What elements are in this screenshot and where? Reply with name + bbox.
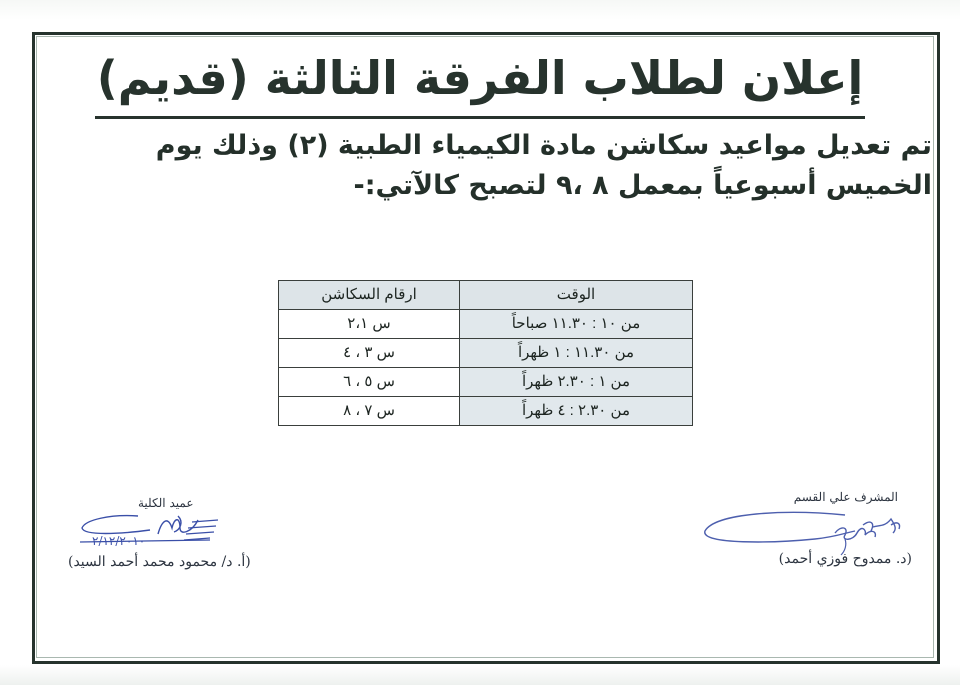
schedule-table xyxy=(278,280,693,426)
announcement-body xyxy=(60,126,932,206)
announcement-title: إعلان لطلاب الفرقة الثالثة (قديم) xyxy=(96,51,864,105)
cell-time: من ١ : ٢.٣٠ ظهراً xyxy=(460,368,693,397)
supervisor-signature-block xyxy=(695,485,920,580)
dean-signature-date: ٢/١٢/٢٠١٠ xyxy=(92,534,146,548)
cell-sections: س ٢،١ xyxy=(279,310,460,339)
header-time: الوقت xyxy=(460,281,693,310)
dean-signature-scribble-icon xyxy=(60,508,280,558)
supervisor-name: (د. ممدوح فوزي أحمد) xyxy=(778,551,912,567)
table-row xyxy=(279,397,693,426)
cell-time: من ١١.٣٠ : ١ ظهراً xyxy=(460,339,693,368)
table-row xyxy=(279,310,693,339)
cell-sections: س ٥ ، ٦ xyxy=(279,368,460,397)
cell-sections: س ٣ ، ٤ xyxy=(279,339,460,368)
dean-name: (أ. د/ محمود محمد أحمد السيد) xyxy=(68,554,251,570)
table-row xyxy=(279,368,693,397)
table-header-row xyxy=(279,281,693,310)
body-line-2: الخميس أسبوعياً بمعمل ٨ ،٩ لتصبح كالآتي:- xyxy=(353,170,932,201)
body-line-1: تم تعديل مواعيد سكاشن مادة الكيمياء الطبية (٢) وذلك يوم xyxy=(155,130,932,161)
cell-time: من ٢.٣٠ : ٤ ظهراً xyxy=(460,397,693,426)
cell-sections: س ٧ ، ٨ xyxy=(279,397,460,426)
header-sections: ارقام السكاشن xyxy=(279,281,460,310)
title-underline-divider xyxy=(95,116,865,119)
dean-signature-block xyxy=(60,490,280,580)
dean-title: عميد الكلية xyxy=(138,496,194,510)
cell-time: من ١٠ : ١١.٣٠ صباحاً xyxy=(460,310,693,339)
table-row xyxy=(279,339,693,368)
supervisor-title: المشرف علي القسم xyxy=(793,490,898,504)
